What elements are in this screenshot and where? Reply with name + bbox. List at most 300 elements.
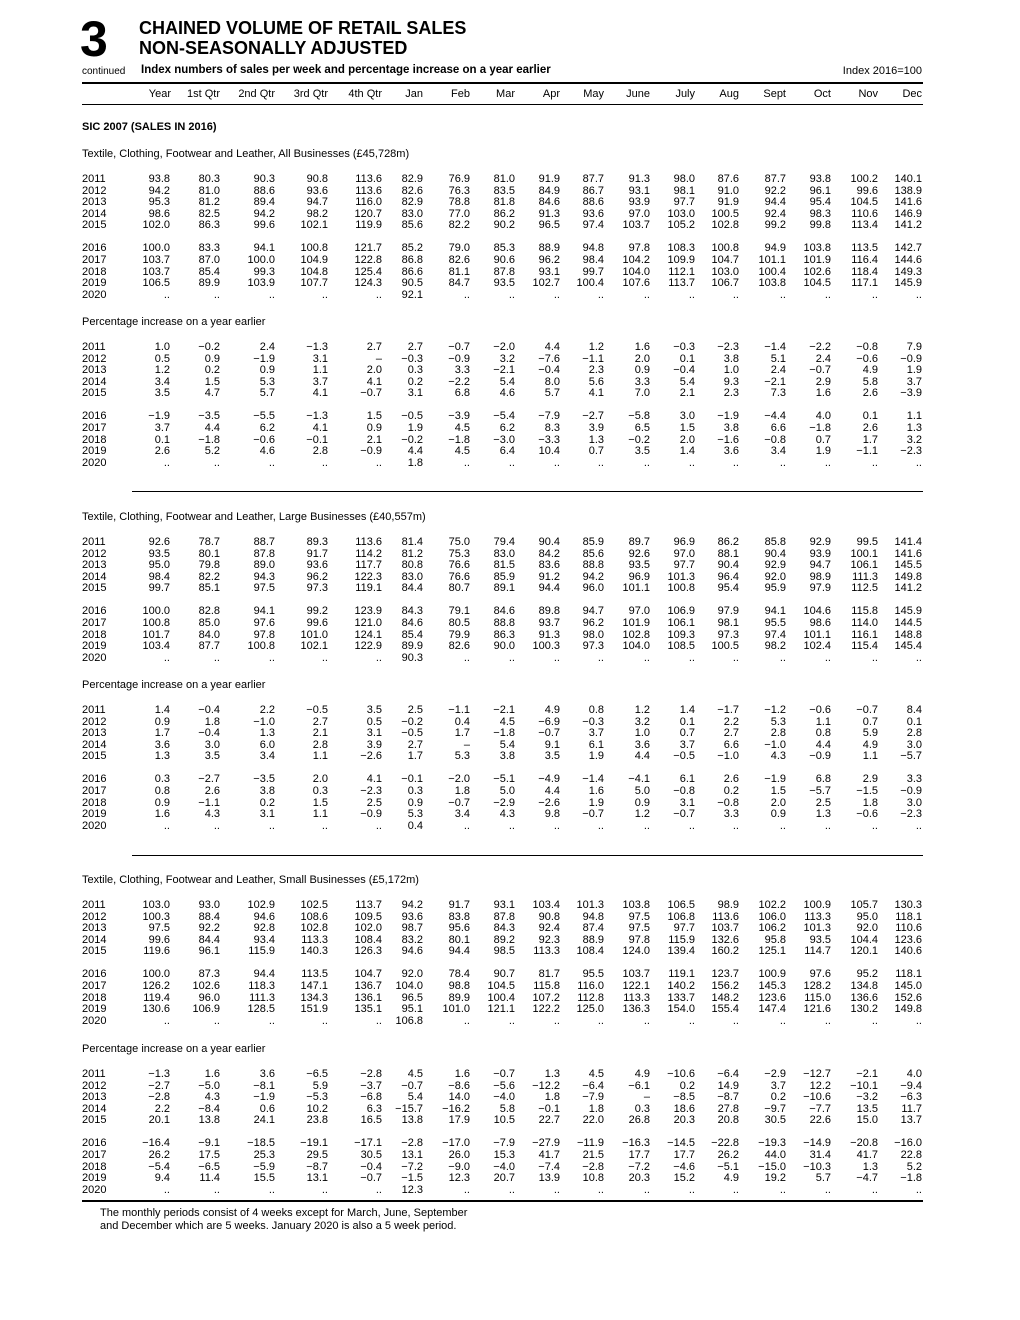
index-table <box>82 174 923 301</box>
value-cell: 2.3 <box>723 387 739 400</box>
year-cell: 2017 <box>82 1149 107 1162</box>
value-cell: 126.3 <box>354 945 382 958</box>
value-cell: −1.9 <box>253 1091 275 1104</box>
value-cell: 95.8 <box>764 933 786 946</box>
year-cell: 2015 <box>82 1114 107 1127</box>
pct-table <box>82 1069 923 1196</box>
value-cell: 117.7 <box>355 559 382 572</box>
year-cell: 2012 <box>82 352 107 365</box>
value-cell: 0.7 <box>862 715 878 728</box>
value-cell: 140.6 <box>894 945 922 958</box>
value-cell: 93.9 <box>628 196 650 209</box>
value-cell: 104.7 <box>354 968 382 981</box>
value-cell: 108.4 <box>576 945 604 958</box>
value-cell: −16.3 <box>622 1137 650 1150</box>
value-cell: 78.7 <box>198 536 220 548</box>
value-cell: .. <box>732 1183 739 1196</box>
value-cell: .. <box>915 288 922 301</box>
value-cell: 86.3 <box>493 628 515 641</box>
value-cell: 98.2 <box>306 207 328 220</box>
value-cell: 109.9 <box>667 254 695 267</box>
value-cell: 2.4 <box>815 352 831 365</box>
year-cell: 2016 <box>82 773 107 786</box>
page-title-line2: NON-SEASONALLY ADJUSTED <box>139 38 408 58</box>
value-cell: 102.8 <box>300 922 328 935</box>
value-cell: 5.7 <box>815 1172 831 1185</box>
value-cell: 3.3 <box>634 375 650 388</box>
value-cell: −5.4 <box>148 1160 170 1173</box>
value-cell: 99.2 <box>764 219 786 232</box>
value-cell: 1.7 <box>407 750 423 763</box>
value-cell: 102.1 <box>300 219 328 232</box>
value-cell: −0.7 <box>856 704 878 716</box>
value-cell: −1.9 <box>717 410 739 423</box>
value-cell: .. <box>163 288 170 301</box>
year-cell: 2011 <box>82 1068 106 1080</box>
value-cell: 1.6 <box>204 1068 220 1080</box>
value-cell: 95.5 <box>582 968 604 981</box>
value-cell: 91.0 <box>717 184 739 197</box>
value-cell: .. <box>163 1183 170 1196</box>
value-cell: 106.1 <box>667 617 695 630</box>
value-cell: 130.2 <box>850 1003 878 1016</box>
value-cell: 2.0 <box>770 796 786 809</box>
value-cell: −5.0 <box>198 1079 220 1092</box>
value-cell: .. <box>463 651 470 664</box>
year-cell: 2013 <box>82 1091 107 1104</box>
value-cell: 102.0 <box>142 219 170 232</box>
value-cell: .. <box>871 1183 878 1196</box>
value-cell: 90.8 <box>306 173 328 185</box>
value-cell: 100.9 <box>758 968 786 981</box>
value-cell: 117.1 <box>851 277 878 290</box>
value-cell: 97.9 <box>809 582 831 595</box>
value-cell: 113.3 <box>804 910 831 923</box>
value-cell: 80.7 <box>448 582 470 595</box>
value-cell: 88.9 <box>538 242 560 255</box>
value-cell: 141.6 <box>894 196 922 209</box>
value-cell: −9.4 <box>900 1079 922 1092</box>
value-cell: 1.7 <box>454 727 470 740</box>
value-cell: 116.0 <box>577 980 604 993</box>
value-cell: 0.3 <box>154 773 170 786</box>
pct-table <box>82 342 923 469</box>
year-cell: 2017 <box>82 980 107 993</box>
value-cell: 3.3 <box>906 773 922 786</box>
value-cell: .. <box>268 1014 275 1027</box>
value-cell: 88.8 <box>582 559 604 572</box>
value-cell: 7.0 <box>634 387 650 400</box>
value-cell: 81.0 <box>493 173 515 185</box>
value-cell: 4.1 <box>366 773 382 786</box>
value-cell: .. <box>375 819 382 832</box>
value-cell: .. <box>463 1183 470 1196</box>
value-cell: 125.4 <box>354 265 382 278</box>
value-cell: 107.2 <box>532 991 560 1004</box>
value-cell: 100.4 <box>487 991 515 1004</box>
value-cell: −2.6 <box>538 796 560 809</box>
value-cell: .. <box>688 456 695 469</box>
table-row <box>82 821 923 833</box>
value-cell: 110.6 <box>851 207 878 220</box>
value-cell: 1.9 <box>588 750 604 763</box>
value-cell: −17.1 <box>354 1137 382 1150</box>
value-cell: .. <box>163 819 170 832</box>
value-cell: 4.4 <box>815 738 831 751</box>
index-table <box>82 537 923 664</box>
value-cell: 122.3 <box>354 570 382 583</box>
value-cell: 3.5 <box>544 750 560 763</box>
value-cell: 5.7 <box>544 387 560 400</box>
value-cell: 81.8 <box>493 196 515 209</box>
value-cell: 3.9 <box>588 422 604 435</box>
value-cell: 103.8 <box>803 242 831 255</box>
value-cell: 79.0 <box>448 242 470 255</box>
value-cell: 113.7 <box>355 899 382 911</box>
value-cell: 2.0 <box>366 364 382 377</box>
value-cell: 1.3 <box>815 808 831 821</box>
value-cell: −17.0 <box>442 1137 470 1150</box>
value-cell: 5.0 <box>499 785 515 798</box>
value-cell: 0.6 <box>259 1102 275 1115</box>
value-cell: 81.2 <box>401 547 423 560</box>
value-cell: 6.2 <box>499 422 515 435</box>
value-cell: 100.5 <box>711 640 739 653</box>
year-cell: 2016 <box>82 242 107 255</box>
top-rule <box>82 82 923 84</box>
year-cell: 2015 <box>82 750 107 763</box>
value-cell: 97.0 <box>673 547 695 560</box>
value-cell: 6.5 <box>634 422 650 435</box>
value-cell: 123.7 <box>711 968 739 981</box>
value-cell: 80.3 <box>198 173 220 185</box>
value-cell: .. <box>321 1183 328 1196</box>
value-cell: −10.6 <box>667 1068 695 1080</box>
value-cell: −3.2 <box>856 1091 878 1104</box>
year-cell: 2014 <box>82 570 107 583</box>
value-cell: 100.0 <box>247 254 275 267</box>
value-cell: −7.2 <box>628 1160 650 1173</box>
value-cell: −14.5 <box>667 1137 695 1150</box>
value-cell: 3.6 <box>154 738 170 751</box>
value-cell: 4.0 <box>815 410 831 423</box>
value-cell: 85.2 <box>401 242 423 255</box>
value-cell: −0.5 <box>306 704 328 716</box>
value-cell: – <box>375 352 382 365</box>
value-cell: 97.8 <box>628 933 650 946</box>
column-header: Apr <box>542 88 560 100</box>
value-cell: 4.7 <box>204 387 220 400</box>
value-cell: 105.2 <box>667 219 695 232</box>
value-cell: 108.6 <box>300 910 328 923</box>
value-cell: .. <box>688 1183 695 1196</box>
value-cell: 2.0 <box>679 433 695 446</box>
value-cell: 3.7 <box>679 738 695 751</box>
value-cell: 3.6 <box>723 445 739 458</box>
value-cell: 94.2 <box>253 207 275 220</box>
value-cell: 96.9 <box>628 570 650 583</box>
value-cell: −2.3 <box>900 445 922 458</box>
value-cell: 0.8 <box>154 785 170 798</box>
value-cell: 100.8 <box>300 242 328 255</box>
value-cell: 80.8 <box>401 559 423 572</box>
value-cell: 106.7 <box>711 277 739 290</box>
value-cell: 97.7 <box>673 922 695 935</box>
value-cell: .. <box>321 456 328 469</box>
value-cell: 1.3 <box>259 727 275 740</box>
value-cell: 4.1 <box>312 387 328 400</box>
value-cell: .. <box>597 651 604 664</box>
value-cell: 118.3 <box>248 980 275 993</box>
value-cell: −0.9 <box>900 785 922 798</box>
value-cell: 2.8 <box>770 727 786 740</box>
year-cell: 2016 <box>82 968 107 981</box>
value-cell: −6.4 <box>717 1068 739 1080</box>
value-cell: 145.9 <box>894 277 922 290</box>
value-cell: 0.2 <box>407 375 423 388</box>
value-cell: 75.0 <box>448 536 470 548</box>
value-cell: −18.5 <box>247 1137 275 1150</box>
value-cell: 122.1 <box>622 980 650 993</box>
value-cell: 92.8 <box>253 922 275 935</box>
value-cell: 81.5 <box>493 559 515 572</box>
value-cell: −0.4 <box>360 1160 382 1173</box>
value-cell: 4.5 <box>454 445 470 458</box>
value-cell: −4.4 <box>764 410 786 423</box>
value-cell: 101.0 <box>300 628 328 641</box>
value-cell: −0.6 <box>856 808 878 821</box>
value-cell: .. <box>321 819 328 832</box>
value-cell: 101.9 <box>622 617 650 630</box>
value-cell: 3.7 <box>906 375 922 388</box>
value-cell: 98.0 <box>673 173 695 185</box>
value-cell: 100.8 <box>711 242 739 255</box>
year-cell: 2017 <box>82 422 107 435</box>
value-cell: −20.8 <box>850 1137 878 1150</box>
value-cell: 3.4 <box>154 375 170 388</box>
value-cell: 85.4 <box>198 265 220 278</box>
value-cell: −19.3 <box>758 1137 786 1150</box>
value-cell: 3.5 <box>204 750 220 763</box>
value-cell: 90.6 <box>493 254 515 267</box>
index-table <box>82 900 923 1027</box>
value-cell: 11.7 <box>901 1102 922 1115</box>
value-cell: −9.7 <box>764 1102 786 1115</box>
value-cell: 3.7 <box>588 727 604 740</box>
column-header: Sept <box>763 88 786 100</box>
value-cell: 88.1 <box>717 547 739 560</box>
value-cell: 115.9 <box>248 945 275 958</box>
value-cell: 79.4 <box>493 536 515 548</box>
value-cell: 5.8 <box>862 375 878 388</box>
value-cell: 103.4 <box>142 640 170 653</box>
value-cell: 99.5 <box>856 536 878 548</box>
value-cell: 142.7 <box>894 242 922 255</box>
value-cell: 2.6 <box>154 445 170 458</box>
value-cell: 102.6 <box>803 265 831 278</box>
value-cell: 1.0 <box>154 341 170 353</box>
value-cell: 133.7 <box>667 991 695 1004</box>
column-header: July <box>675 88 695 100</box>
table-row <box>82 174 923 186</box>
value-cell: 0.2 <box>679 1079 695 1092</box>
value-cell: 1.3 <box>154 750 170 763</box>
value-cell: .. <box>824 1014 831 1027</box>
value-cell: 6.1 <box>588 738 604 751</box>
value-cell: 22.8 <box>900 1149 922 1162</box>
year-cell: 2015 <box>82 387 107 400</box>
value-cell: 145.9 <box>894 605 922 618</box>
value-cell: 103.0 <box>667 207 695 220</box>
value-cell: .. <box>508 1183 515 1196</box>
value-cell: 93.1 <box>493 899 515 911</box>
value-cell: 134.8 <box>850 980 878 993</box>
value-cell: 81.2 <box>198 196 220 209</box>
value-cell: 81.1 <box>448 265 470 278</box>
table-row <box>82 1150 923 1162</box>
value-cell: .. <box>213 819 220 832</box>
value-cell: 145.5 <box>894 559 922 572</box>
year-cell: 2011 <box>82 704 106 716</box>
value-cell: 0.9 <box>366 422 382 435</box>
value-cell: 116.4 <box>851 254 878 267</box>
value-cell: 3.8 <box>499 750 515 763</box>
value-cell: 98.2 <box>764 640 786 653</box>
year-cell: 2019 <box>82 1003 107 1016</box>
value-cell: 0.1 <box>679 715 695 728</box>
value-cell: 108.4 <box>354 933 382 946</box>
value-cell: −1.6 <box>717 433 739 446</box>
value-cell: −2.2 <box>448 375 470 388</box>
value-cell: −0.8 <box>856 341 878 353</box>
value-cell: 93.8 <box>148 173 170 185</box>
value-cell: 103.0 <box>711 265 739 278</box>
value-cell: 98.7 <box>401 922 423 935</box>
value-cell: 90.3 <box>253 173 275 185</box>
value-cell: 94.1 <box>764 605 786 618</box>
table-number: 3 <box>80 11 108 67</box>
value-cell: 2.6 <box>862 422 878 435</box>
value-cell: 0.3 <box>634 1102 650 1115</box>
year-cell: 2019 <box>82 808 107 821</box>
value-cell: 92.6 <box>148 536 170 548</box>
value-cell: 113.6 <box>355 184 382 197</box>
value-cell: 1.9 <box>407 422 423 435</box>
value-cell: −5.7 <box>809 785 831 798</box>
value-cell: −1.3 <box>148 1068 170 1080</box>
value-cell: 1.8 <box>407 456 423 469</box>
continued-label: continued <box>82 66 126 77</box>
value-cell: 85.9 <box>493 570 515 583</box>
value-cell: −6.4 <box>582 1079 604 1092</box>
value-cell: −7.7 <box>809 1102 831 1115</box>
value-cell: 2.1 <box>312 727 328 740</box>
value-cell: 125.1 <box>758 945 786 958</box>
value-cell: 78.4 <box>448 968 470 981</box>
value-cell: 4.5 <box>588 1068 604 1080</box>
value-cell: 147.4 <box>758 1003 786 1016</box>
value-cell: .. <box>163 456 170 469</box>
value-cell: 97.3 <box>717 628 739 641</box>
value-cell: 95.6 <box>448 922 470 935</box>
value-cell: 141.4 <box>894 536 922 548</box>
year-cell: 2016 <box>82 605 107 618</box>
value-cell: 86.2 <box>717 536 739 548</box>
value-cell: −6.8 <box>360 1091 382 1104</box>
value-cell: 84.7 <box>448 277 470 290</box>
value-cell: 110.6 <box>895 922 922 935</box>
value-cell: 104.5 <box>803 277 831 290</box>
value-cell: 5.3 <box>407 808 423 821</box>
value-cell: 136.1 <box>354 991 382 1004</box>
value-cell: 95.3 <box>148 196 170 209</box>
value-cell: 100.2 <box>850 173 878 185</box>
value-cell: 97.5 <box>628 910 650 923</box>
value-cell: 1.7 <box>154 727 170 740</box>
table-row <box>82 786 923 798</box>
value-cell: 1.1 <box>312 750 328 763</box>
value-cell: 3.8 <box>723 422 739 435</box>
value-cell: 6.6 <box>770 422 786 435</box>
value-cell: .. <box>871 456 878 469</box>
value-cell: −2.8 <box>582 1160 604 1173</box>
value-cell: 94.2 <box>401 899 423 911</box>
value-cell: 5.4 <box>499 375 515 388</box>
value-cell: 119.4 <box>143 991 170 1004</box>
pct-label: Percentage increase on a year earlier <box>82 316 266 328</box>
value-cell: .. <box>597 456 604 469</box>
value-cell: 98.9 <box>809 570 831 583</box>
value-cell: 104.7 <box>711 254 739 267</box>
value-cell: 13.8 <box>401 1114 423 1127</box>
value-cell: 85.6 <box>582 547 604 560</box>
value-cell: −3.5 <box>198 410 220 423</box>
value-cell: 29.5 <box>306 1149 328 1162</box>
value-cell: 119.9 <box>355 219 382 232</box>
year-cell: 2011 <box>82 341 106 353</box>
value-cell: 123.6 <box>894 933 922 946</box>
value-cell: 4.0 <box>906 1068 922 1080</box>
year-cell: 2019 <box>82 445 107 458</box>
value-cell: 81.0 <box>198 184 220 197</box>
value-cell: 102.1 <box>300 640 328 653</box>
value-cell: 114.2 <box>355 547 382 560</box>
value-cell: 98.1 <box>673 184 695 197</box>
value-cell: 145.4 <box>894 640 922 653</box>
value-cell: 5.1 <box>770 352 786 365</box>
value-cell: .. <box>597 288 604 301</box>
table-row <box>82 290 923 302</box>
value-cell: 97.6 <box>253 617 275 630</box>
value-cell: −6.5 <box>198 1160 220 1173</box>
header-rule <box>82 104 923 105</box>
column-header: Feb <box>451 88 470 100</box>
value-cell: 0.7 <box>588 445 604 458</box>
value-cell: 4.5 <box>407 1068 423 1080</box>
value-cell: 1.1 <box>312 364 328 377</box>
value-cell: −4.9 <box>538 773 560 786</box>
value-cell: 17.7 <box>673 1149 695 1162</box>
table-row <box>82 1185 923 1197</box>
value-cell: 141.6 <box>894 547 922 560</box>
value-cell: 92.3 <box>538 933 560 946</box>
value-cell: 96.1 <box>809 184 831 197</box>
value-cell: 0.3 <box>407 364 423 377</box>
value-cell: −0.1 <box>538 1102 560 1115</box>
value-cell: 84.6 <box>493 605 515 618</box>
value-cell: 3.7 <box>312 375 328 388</box>
value-cell: −4.0 <box>493 1160 515 1173</box>
